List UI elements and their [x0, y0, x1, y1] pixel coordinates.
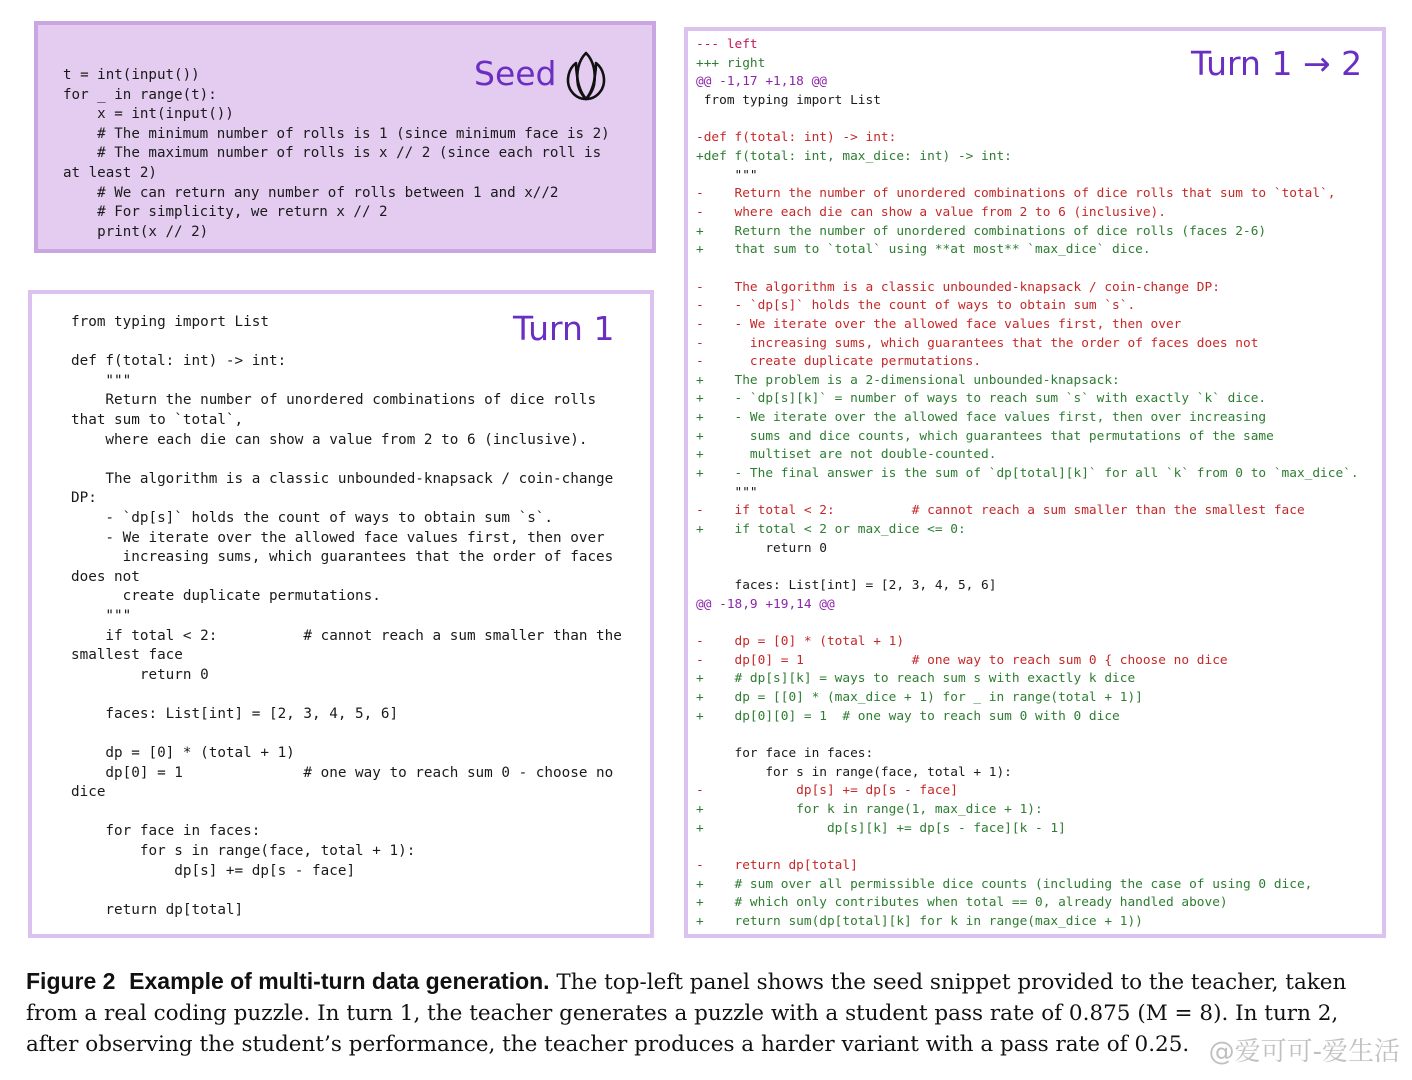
diff-line-add: + for k in range(1, max_dice + 1):	[696, 801, 1043, 817]
diff-line-ctx	[696, 111, 1359, 130]
diff-line-ctx: for face in faces:	[696, 745, 874, 761]
diff-line-add: + return sum(dp[total][k] for k in range(max_dice + 1))	[696, 913, 1143, 929]
diff-line-add: + multiset are not double-counted.	[696, 447, 997, 463]
caption-heading: Example of multi-turn data generation.	[129, 968, 550, 994]
diff-line-add: + # which only contributes when total == 0, already handled above)	[696, 895, 1228, 911]
figure-caption	[26, 966, 1386, 1060]
diff-line-del: - dp[0] = 1 # one way to reach sum 0 { choose no dice	[696, 652, 1228, 668]
seed-title: Seed	[474, 54, 557, 93]
diff-line-add: +def f(total: int, max_dice: int) -> int:	[696, 148, 1012, 164]
diff-line-add: + dp = [[0] * (max_dice + 1) for _ in range(total + 1)]	[696, 689, 1143, 705]
diff-line-del: - create duplicate permutations.	[696, 354, 982, 370]
watermark: @爱可可-爱生活	[1208, 1037, 1400, 1067]
diff-line-del: - dp[s] += dp[s - face]	[696, 783, 958, 799]
diff-line-del: - - We iterate over the allowed face values first, then over	[696, 316, 1182, 332]
diff-line-add: + Return the number of unordered combinations of dice rolls (faces 2-6)	[696, 223, 1267, 239]
diff-line-ctx: faces: List[int] = [2, 3, 4, 5, 6]	[696, 578, 997, 594]
diff-line-add: + sums and dice counts, which guarantees that permutations of the same	[696, 428, 1274, 444]
turn1-code: from typing import List def f(total: int) -> int: """ Return the number of unordered combinations of dice rolls that sum to `total`, where each die can show a value from 2 to 6 (inclusive). The algorithm is a classic unbounded-knapsack / coin-change DP: - `dp[s]` holds the count of ways to obtain sum `s`. - We iterate over the allowed face values first, then over increasing sums, which guarantees that the order of faces does not create duplicate permutations. """ if total < 2: # cannot reach a sum smaller than the smallest face return 0 faces: List[int] = [2, 3, 4, 5, 6] dp = [0] * (total + 1) dp[0] = 1 # one way to reach sum 0 - choose no dice for face in faces: for s in range(face, total + 1): dp[s] += dp[s - face] return dp[total]	[71, 314, 622, 918]
diff-line-hdr: --- left	[696, 37, 758, 52]
diff-line-add: + # dp[s][k] = ways to reach sum s with exactly k dice	[696, 671, 1136, 687]
diff-line-ctx: """	[696, 167, 758, 183]
diff-line-del: - dp = [0] * (total + 1)	[696, 634, 905, 649]
diff-line-add: + dp[0][0] = 1 # one way to reach sum 0 with 0 dice	[696, 708, 1120, 724]
diff-line-del: - return dp[total]	[696, 857, 858, 873]
diff-line-add: + The problem is a 2-dimensional unbounded-knapsack:	[696, 372, 1120, 388]
diff-line-ctx: """	[696, 484, 758, 500]
diff-line-add: + # sum over all permissible dice counts (including the case of using 0 dice,	[696, 876, 1313, 892]
diff-line-del: -def f(total: int) -> int:	[696, 130, 897, 146]
turn1-panel	[28, 290, 654, 938]
diff-line-ctx: from typing import List	[696, 92, 881, 108]
diff-line-hunk: @@ -18,9 +19,14 @@	[696, 596, 835, 612]
diff-line-del: - - `dp[s]` holds the count of ways to obtain sum `s`.	[696, 298, 1136, 314]
diff-line-hunk: @@ -1,17 +1,18 @@	[696, 74, 827, 90]
diff-line-ctx	[696, 260, 1359, 279]
diff-line-add: + - `dp[s][k]` = number of ways to reach sum `s` with exactly `k` dice.	[696, 391, 1267, 407]
diff-line-add: + dp[s][k] += dp[s - face][k - 1]	[696, 820, 1066, 836]
diff-line-del: - The algorithm is a classic unbounded-knapsack / coin-change DP:	[696, 279, 1220, 295]
caption-label: Figure 2	[26, 968, 116, 994]
seed-panel	[34, 21, 656, 253]
diff-line-add: + - We iterate over the allowed face values first, then over increasing	[696, 410, 1267, 426]
diff-line-ctx: return 0	[696, 540, 827, 556]
diff-panel	[684, 27, 1386, 938]
diff-line-ctx	[696, 838, 1359, 857]
diff-line-add: + if total < 2 or max_dice <= 0:	[696, 522, 966, 538]
diff-line-ctx	[696, 726, 1359, 745]
caption-body: The top-left panel shows the seed snippet provided to the teacher, taken from a real coding puzzle. In turn 1, the teacher generates a puzzle with a student pass rate of 0.875 (M = 8). In turn 2, after observing the student’s performance, the teacher produces a harder variant with a pass rate of 0.25.	[26, 970, 1347, 1057]
seed-code: t = int(input()) for _ in range(t): x = int(input()) # The minimum number of rolls is 1 (since minimum face is 2) # The maximum number of rolls is x // 2 (since each roll is at least 2) # We can return any number of rolls between 1 and x//2 # For simplicity, we return x // 2 print(x // 2)	[63, 67, 610, 240]
diff-title: Turn 1 → 2	[1191, 44, 1363, 83]
diff-line-ctx	[696, 558, 1359, 577]
diff-line-add: + - The final answer is the sum of `dp[total][k]` for all `k` from 0 to `max_dice`.	[696, 466, 1359, 482]
turn1-title: Turn 1	[513, 309, 615, 348]
diff-line-add: +++ right	[696, 55, 766, 71]
diff-line-ctx	[696, 614, 1359, 633]
diff-line-ctx: for s in range(face, total + 1):	[696, 764, 1012, 780]
diff-line-add: + that sum to `total` using **at most** `max_dice` dice.	[696, 242, 1151, 258]
diff-line-del: - where each die can show a value from 2 to 6 (inclusive).	[696, 204, 1166, 220]
diff-line-del: - increasing sums, which guarantees that the order of faces does not	[696, 335, 1259, 351]
diff-line-del: - if total < 2: # cannot reach a sum smaller than the smallest face	[696, 503, 1305, 519]
diff-line-del: - Return the number of unordered combinations of dice rolls that sum to `total`,	[696, 186, 1336, 202]
diff-lines	[696, 36, 1359, 932]
